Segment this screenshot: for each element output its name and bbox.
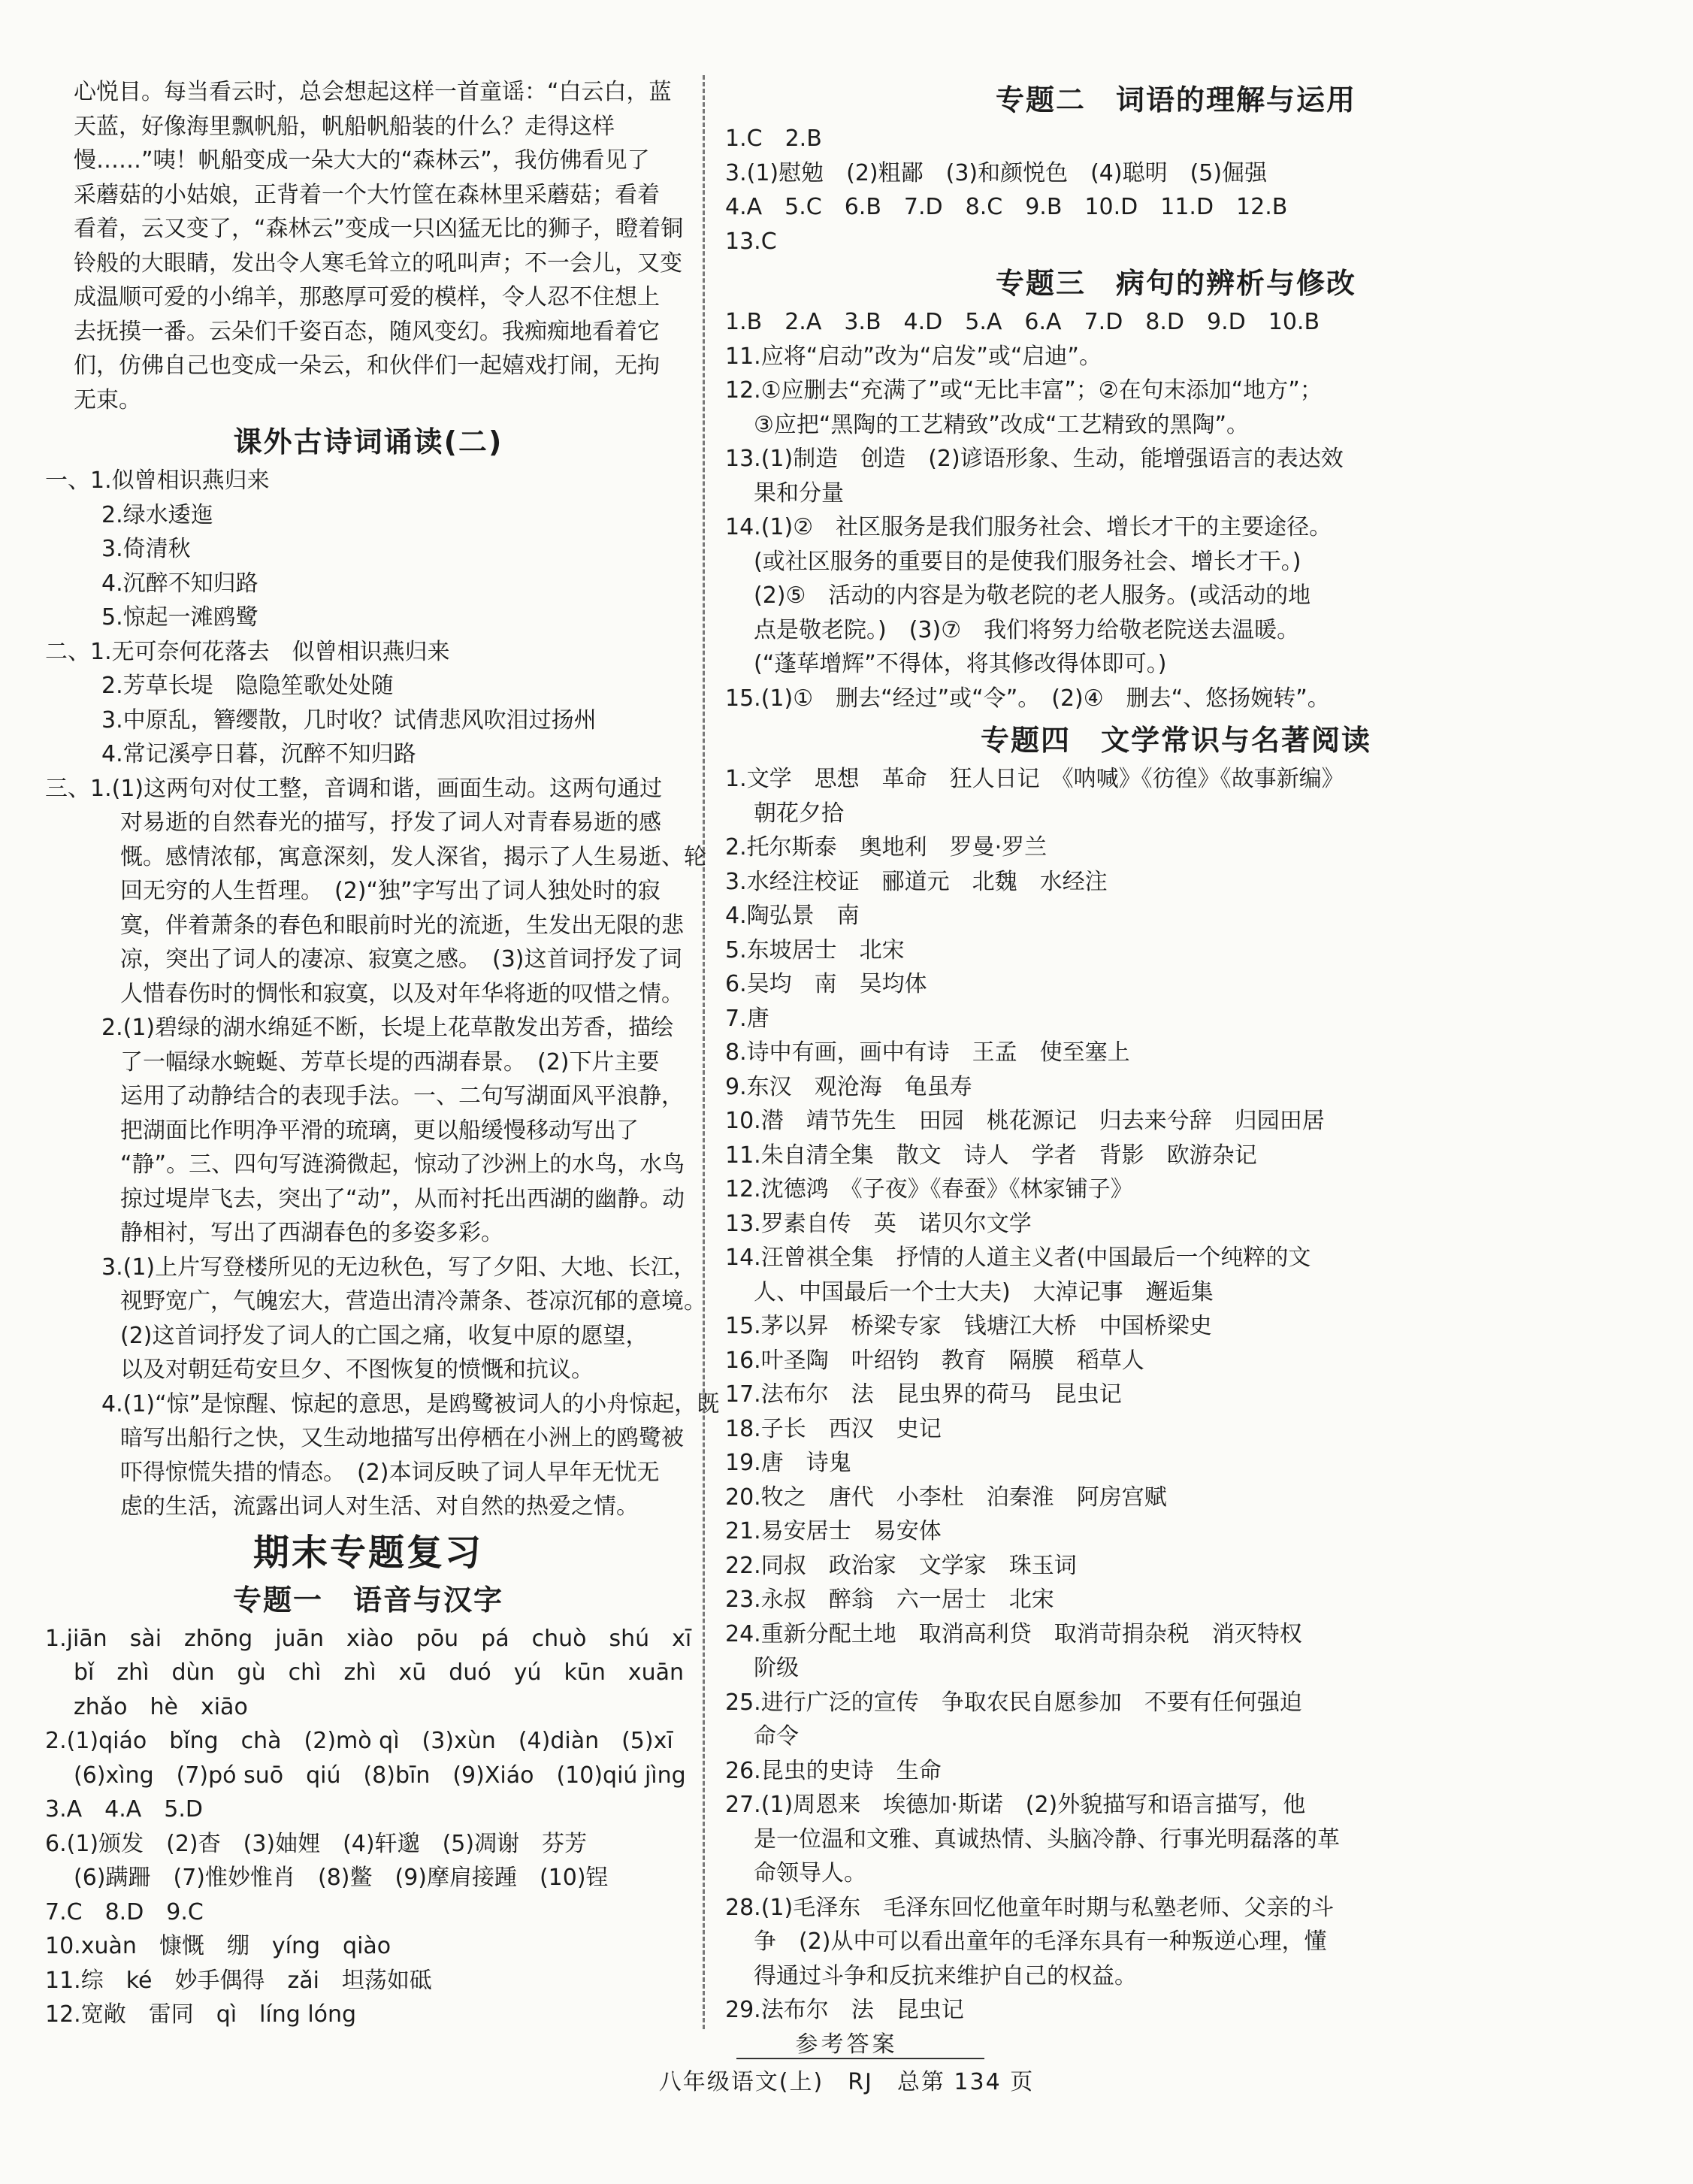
poetry-part-2 [45,635,691,772]
answer-line: 13.罗素自传 英 诺贝尔文学 [725,1210,1032,1237]
answer-line: 13.(1)制造 创造 (2)谚语形象、生动，能增强语言的表达效 [725,446,1344,472]
answer-line: 虑的生活，流露出词人对生活、对自然的热爱之情。 [120,1493,639,1520]
answer-line: 12.①应删去“充满了”或“无比丰富”；②在句末添加“地方”； [725,377,1323,404]
poetry-part-3 [45,772,720,1524]
answer-line: 1.C 2.B [725,126,822,152]
answer-line: (“蓬荜增辉”不得体，将其修改得体即可。) [754,651,1167,677]
column-divider [703,75,705,2029]
text-line: 铃般的大眼睛，发出令人寒毛耸立的吼叫声；不一会儿，又变 [74,250,682,277]
answer-line: 17.法布尔 法 昆虫界的荷马 昆虫记 [725,1381,1122,1408]
answer-line: 3.水经注校证 郦道元 北魏 水经注 [725,868,1108,895]
answer-line: 10.潜 靖节先生 田园 桃花源记 归去来兮辞 归园田居 [725,1108,1325,1134]
topic2-answers [725,122,1627,259]
answer-line: 4.A 5.C 6.B 7.D 8.C 9.B 10.D 11.D 12.B [725,194,1288,220]
answer-line: 20.牧之 唐代 小李杜 泊秦淮 阿房宫赋 [725,1484,1167,1511]
answer-line: “静”。三、四句写涟漪微起，惊动了沙洲上的水鸟，水鸟 [120,1151,685,1178]
answer-line: 10.xuàn 慷慨 绷 yíng qiào [45,1933,392,1959]
essay-continuation [45,75,691,417]
answer-line: 27.(1)周恩来 埃德加·斯诺 (2)外貌描写和语言描写，他 [725,1792,1306,1818]
answer-line: 2.芳草长堤 隐隐笙歌处处随 [101,673,394,699]
answer-line: 9.东汉 观沧海 龟虽寿 [725,1073,972,1100]
answer-line: 13.C [725,228,777,255]
answer-line: 12.宽敞 雷同 qì líng lóng [45,2001,357,2028]
answer-line: 慨。感情浓郁，寓意深刻，发人深省，揭示了人生易逝、轮 [120,843,706,870]
answer-line: 一、1.似曾相识燕归来 [45,467,270,494]
page-footer: 八年级语文(上) RJ 总第 134 页 [658,2069,1035,2095]
topic4-title: 专题四 文学常识与名著阅读 [980,724,1371,757]
answer-line: 23.永叔 醉翁 六一居士 北宋 [725,1587,1054,1613]
answer-line: ③应把“黑陶的工艺精致”改成“工艺精致的黑陶”。 [754,411,1250,438]
answer-line: 25.进行广泛的宣传 争取农民自愿参加 不要有任何强迫 [725,1689,1302,1716]
answer-line: 朝花夕拾 [754,800,844,827]
topic3-answers [725,305,1627,715]
answer-line: 4.陶弘景 南 [725,903,860,929]
text-line: 们，仿佛自己也变成一朵云，和伙伴们一起嬉戏打闹，无拘 [74,352,660,379]
text-line: 看着，云又变了，“森林云”变成一只凶猛无比的狮子，瞪着铜 [74,216,684,242]
answer-line: 4.(1)“惊”是惊醒、惊起的意思，是鸥鹭被词人的小舟惊起，既 [101,1390,720,1417]
answer-line: 了一幅绿水蜿蜒、芳草长堤的西湖春景。 (2)下片主要 [120,1048,660,1075]
answer-line: 以及对朝廷苟安旦夕、不图恢复的愤慨和抗议。 [120,1357,594,1383]
answer-line: 12.沈德鸿 《子夜》《春蚕》《林家铺子》 [725,1176,1133,1202]
answer-line: 14.汪曾祺全集 抒情的人道主义者(中国最后一个纯粹的文 [725,1245,1311,1271]
answer-line: 3.A 4.A 5.D [45,1796,204,1823]
footer-subtitle: 参考答案 [795,2031,898,2058]
review-title: 期末专题复习 [252,1531,483,1574]
answer-line: 争 (2)从中可以看出童年的毛泽东具有一种叛逆心理，懂 [754,1928,1327,1955]
answer-line: 14.(1)② 社区服务是我们服务社会、增长才干的主要途径。 [725,514,1332,540]
text-line: 无束。 [74,386,141,413]
answer-line: 3.(1)上片写登楼所见的无边秋色，写了夕阳、大地、长江， [101,1254,697,1281]
answer-line: 16.叶圣陶 叶绍钧 教育 隔膜 稻草人 [725,1347,1144,1374]
text-line: 慢……”咦！帆船变成一朵大大的“森林云”，我仿佛看见了 [74,147,650,174]
answer-line: 11.应将“启动”改为“启发”或“启迪”。 [725,343,1102,370]
answer-line: 点是敬老院。) (3)⑦ 我们将努力给敬老院送去温暖。 [754,616,1300,643]
answer-line: 三、1.(1)这两句对仗工整，音调和谐，画面生动。这两句通过 [45,775,663,802]
answer-line: 2.托尔斯泰 奥地利 罗曼·罗兰 [725,834,1048,861]
answer-line: 24.重新分配土地 取消高利贷 取消苛捐杂税 消灭特权 [725,1620,1302,1647]
answer-line: 22.同叔 政治家 文学家 珠玉词 [725,1552,1077,1579]
answer-line: bǐ zhì dùn gù chì zhì xū duó yú kūn xuān [74,1659,685,1686]
answer-line: 7.唐 [725,1005,769,1032]
answer-line: 果和分量 [754,479,844,507]
answer-line: 视野宽广，气魄宏大，营造出清冷萧条、苍凉沉郁的意境。 [120,1288,706,1314]
answer-line: 1.文学 思想 革命 狂人日记 《呐喊》《彷徨》《故事新编》 [725,766,1344,792]
text-line: 成温顺可爱的小绵羊，那憨厚可爱的模样，令人忍不住想上 [74,284,660,310]
answer-line: 把湖面比作明净平滑的琉璃，更以船缓慢移动写出了 [120,1117,639,1144]
poetry-section-title: 课外古诗词诵读(二) [233,425,503,458]
answer-line: 11.朱自清全集 散文 诗人 学者 背影 欧游杂记 [725,1142,1257,1169]
topic1-answers [45,1622,691,2032]
answer-line: 命令 [754,1723,799,1750]
answer-line: 2.(1)碧绿的湖水绵延不断，长堤上花草散发出芳香，描绘 [101,1015,674,1041]
topic4-answers [725,762,1627,2028]
answer-line: 5.东坡居士 北宋 [725,936,905,963]
answer-line: 15.茅以昇 桥梁专家 钱塘江大桥 中国桥梁史 [725,1313,1212,1339]
answer-line: 5.惊起一滩鸥鹭 [101,604,258,631]
answer-line: 21.易安居士 易安体 [725,1518,942,1544]
answer-line: 暗写出船行之快，又生动地描写出停栖在小洲上的鸥鹭被 [120,1425,684,1451]
answer-line: 掠过堤岸飞去，突出了“动”，从而衬托出西湖的幽静。动 [120,1185,685,1212]
answer-line: (6)蹒跚 (7)惟妙惟肖 (8)鳖 (9)摩肩接踵 (10)锃 [74,1865,609,1891]
text-line: 天蓝，好像海里飘帆船，帆船帆船装的什么？走得这样 [74,113,615,140]
answer-line: 4.常记溪亭日暮，沉醉不知归路 [101,741,416,767]
answer-line: 1.jiān sài zhōng juān xiào pōu pá chuò shú xī [45,1625,692,1652]
topic3-title: 专题三 病句的辨析与修改 [995,267,1356,300]
answer-line: (或社区服务的重要目的是使我们服务社会、增长才干。) [754,548,1301,575]
answer-line: 得通过斗争和反抗来维护自己的权益。 [754,1962,1137,1989]
right-column [725,75,1627,2028]
answer-line: 18.子长 西汉 史记 [725,1415,942,1442]
answer-line: 二、1.无可奈何花落去 似曾相识燕归来 [45,638,450,665]
answer-line: 29.法布尔 法 昆虫记 [725,1997,964,2023]
topic1-title: 专题一 语音与汉字 [232,1583,503,1617]
footer-rule [736,2058,984,2059]
answer-line: 凉，突出了词人的凄凉、寂寞之感。 (3)这首词抒发了词 [120,946,682,973]
answer-line: 静相衬，写出了西湖春色的多姿多彩。 [120,1220,503,1246]
answer-line: (2)⑤ 活动的内容是为敬老院的老人服务。(或活动的地 [754,582,1311,609]
text-line: 去抚摸一番。云朵们千姿百态，随风变幻。我痴痴地看着它 [74,318,660,345]
answer-line: 7.C 8.D 9.C [45,1898,204,1925]
answer-line: (6)xìng (7)pó suō qiú (8)bīn (9)Xiáo (10)qiú jìng [74,1762,686,1789]
text-line: 采蘑菇的小姑娘，正背着一个大竹筐在森林里采蘑菇；看着 [74,181,660,208]
answer-line: 8.诗中有画，画中有诗 王孟 使至塞上 [725,1039,1130,1066]
answer-line: 吓得惊慌失措的情态。 (2)本词反映了词人早年无忧无 [120,1459,660,1486]
answer-line: 26.昆虫的史诗 生命 [725,1757,942,1784]
answer-line: 3.中原乱，簪缨散，几时收？试倩悲风吹泪过扬州 [101,706,597,734]
answer-line: 3.倚清秋 [101,536,191,562]
answer-line: 1.B 2.A 3.B 4.D 5.A 6.A 7.D 8.D 9.D 10.B [725,309,1320,335]
poetry-part-1 [45,464,691,635]
answer-line: 阶级 [754,1655,799,1681]
answer-line: 命领导人。 [754,1860,866,1886]
answer-line: 28.(1)毛泽东 毛泽东回忆他童年时期与私塾老师、父亲的斗 [725,1894,1335,1921]
answer-line: (2)这首词抒发了词人的亡国之痛，收复中原的愿望， [120,1322,648,1349]
answer-line: 2.绿水逶迤 [101,501,213,528]
answer-line: 是一位温和文雅、真诚热情、头脑冷静、行事光明磊落的革 [754,1826,1340,1853]
answer-line: 寞，伴着萧条的春色和眼前时光的流逝，生发出无限的悲 [120,912,684,939]
answer-line: 人、中国最后一个士大夫) 大淖记事 邂逅集 [754,1278,1214,1305]
answer-line: 11.综 ké 妙手偶得 zǎi 坦荡如砥 [45,1967,432,1994]
answer-line: 对易逝的自然春光的描写，抒发了词人对青春易逝的感 [120,809,661,836]
text-line: 心悦目。每当看云时，总会想起这样一首童谣：“白云白，蓝 [74,79,672,105]
answer-line: 回无穷的人生哲理。 (2)“独”字写出了词人独处时的寂 [120,878,661,904]
left-column [45,75,720,2032]
answer-line: 4.沉醉不知归路 [101,570,258,597]
topic2-title: 专题二 词语的理解与运用 [995,83,1356,116]
answer-line: 3.(1)慰勉 (2)粗鄙 (3)和颜悦色 (4)聪明 (5)倔强 [725,159,1268,186]
answer-line: 6.(1)颁发 (2)杳 (3)妯娌 (4)轩邈 (5)凋谢 芬芳 [45,1830,588,1857]
answer-line: 6.吴均 南 吴均体 [725,971,927,997]
answer-line: 人惜春伤时的惆怅和寂寞，以及对年华将逝的叹惜之情。 [120,980,684,1007]
answer-line: 15.(1)① 删去“经过”或“令”。 (2)④ 删去“、悠扬婉转”。 [725,685,1330,712]
answer-line: 运用了动静结合的表现手法。一、二句写湖面风平浪静， [120,1083,684,1109]
answer-line: zhǎo hè xiāo [74,1693,248,1720]
answer-line: 2.(1)qiáo bǐng chà (2)mò qì (3)xùn (4)diàn (5)xī [45,1728,673,1754]
answer-line: 19.唐 诗鬼 [725,1450,851,1476]
